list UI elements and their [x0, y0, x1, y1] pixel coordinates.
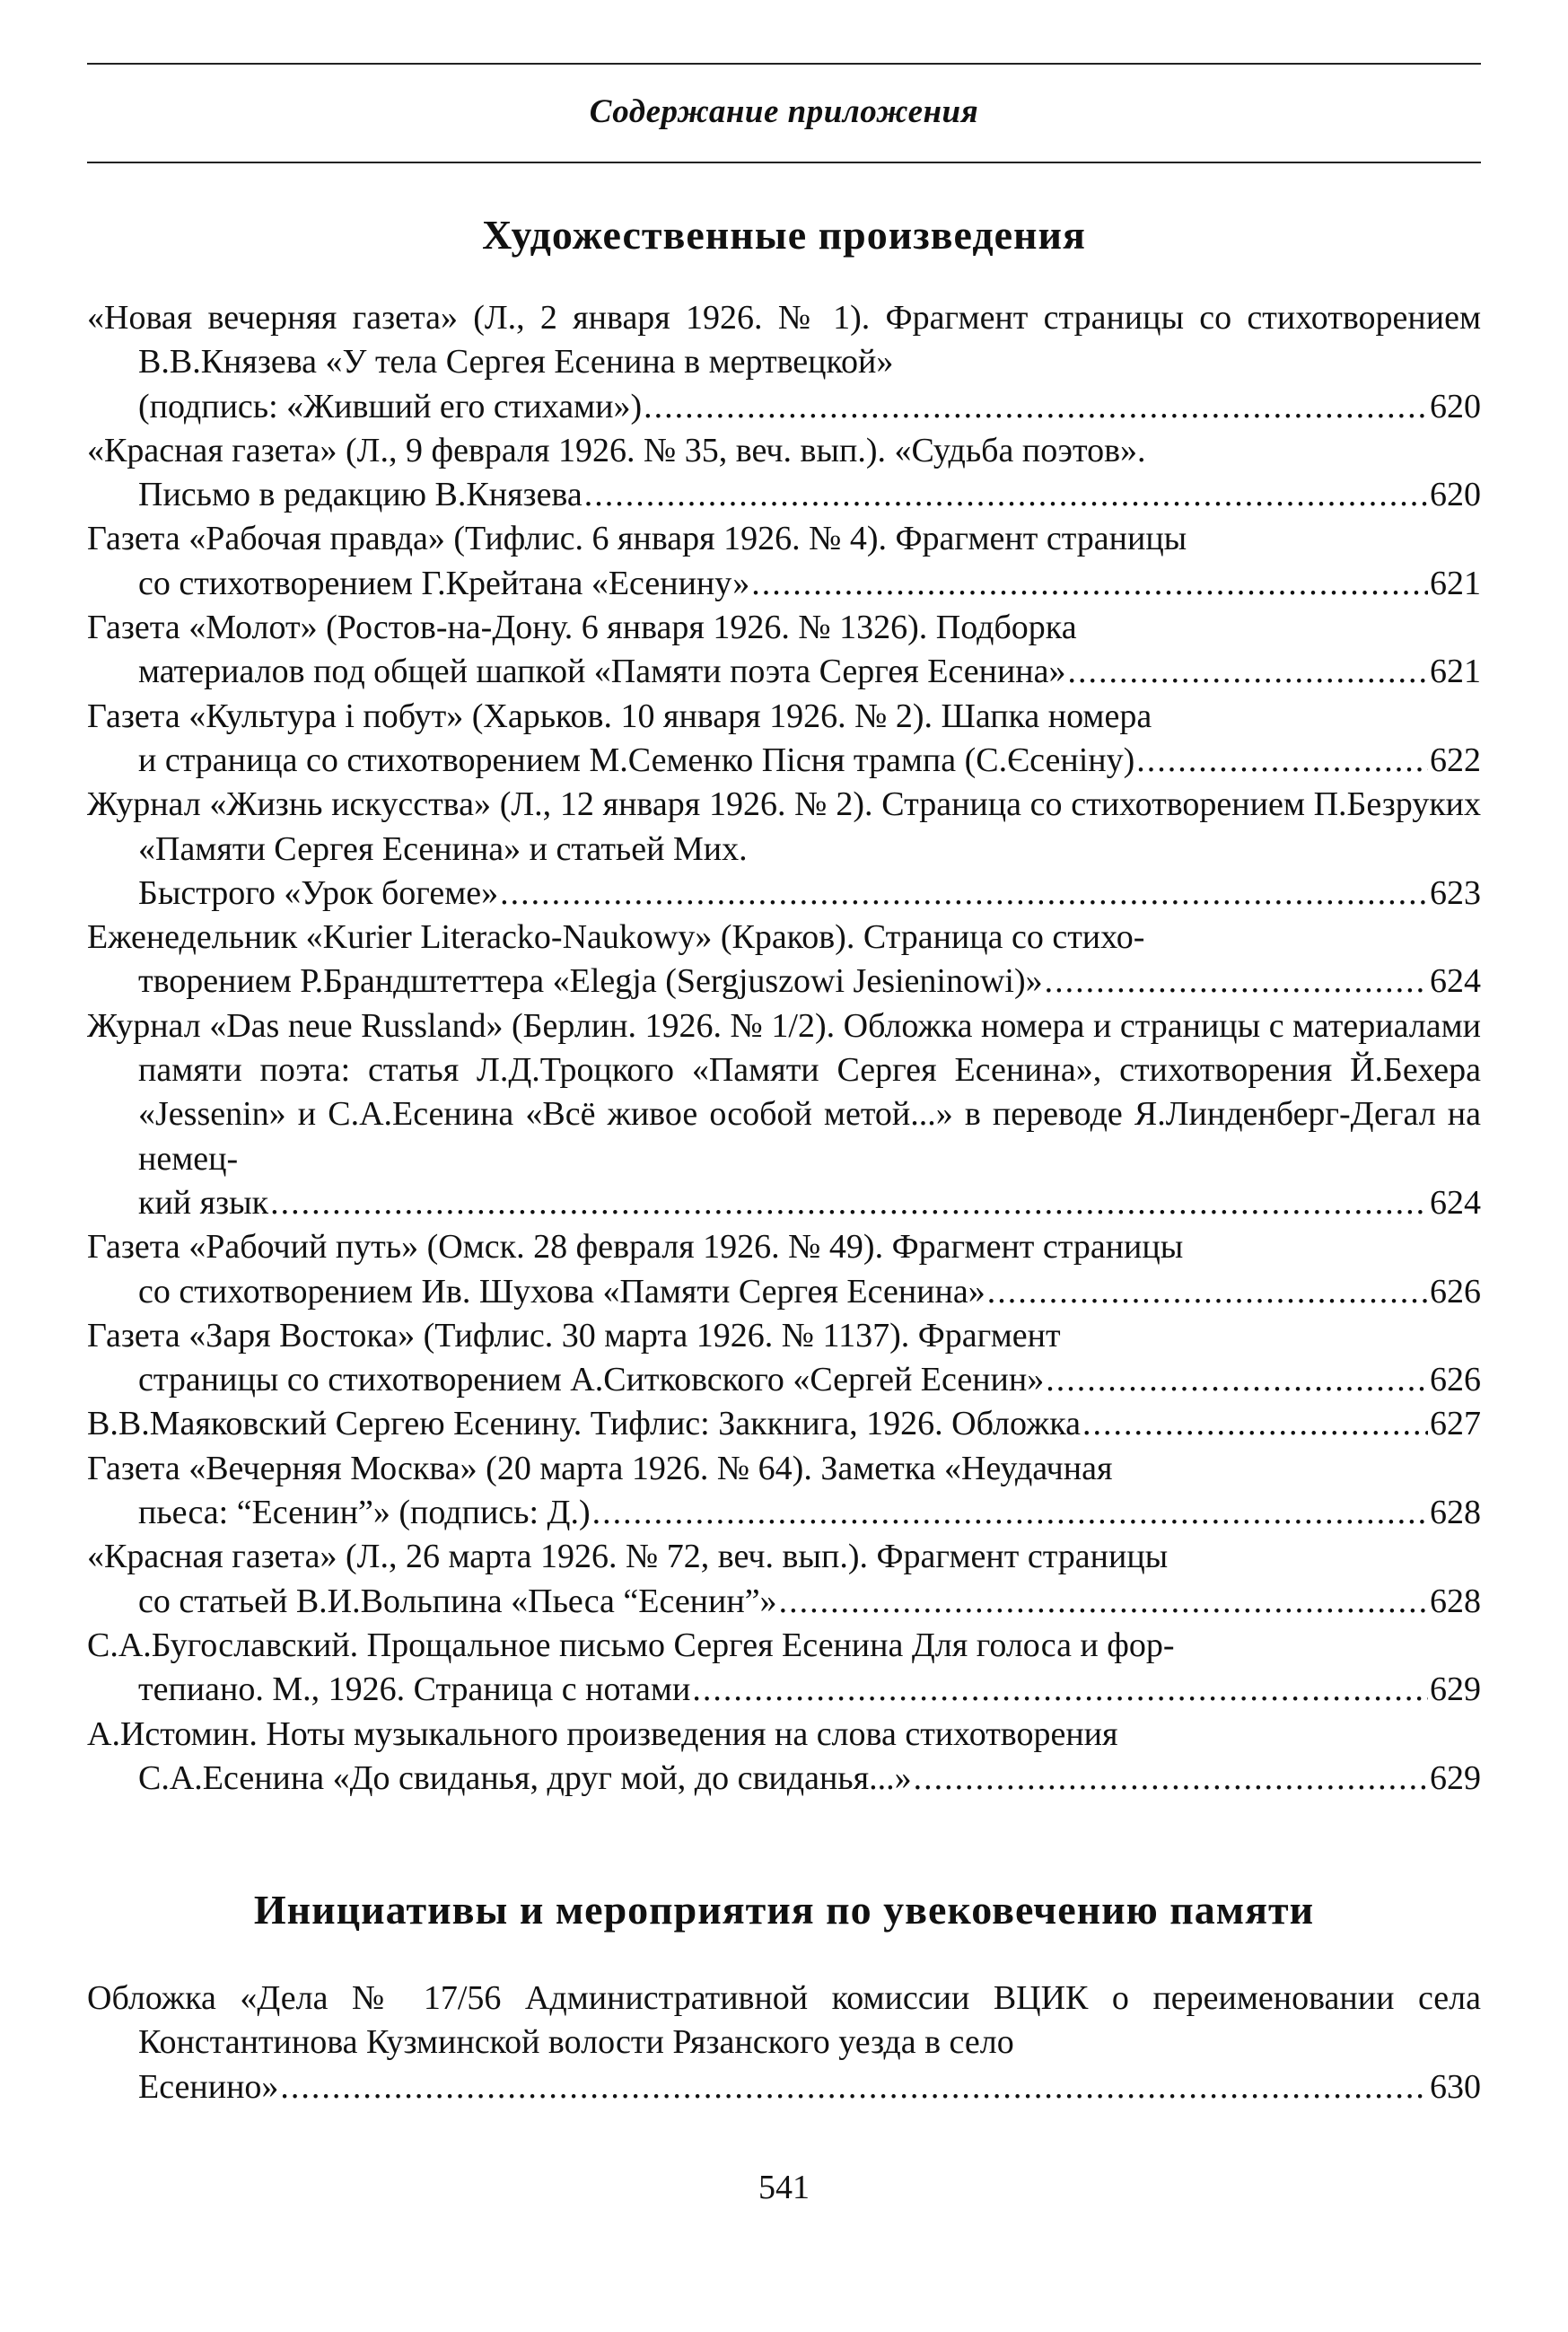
toc-entry-last-line: и страница со стихотворением М.Семенко Пісня трампа (С.Єсеніну) [138, 741, 1135, 779]
toc-entry-leader-line [138, 960, 1481, 1004]
toc-entry [87, 1225, 1481, 1314]
toc-entry [87, 517, 1481, 606]
toc-entry-text: Газета «Рабочая правда» (Тифлис. 6 января 1926. № 4). Фрагмент страницы [87, 520, 1187, 558]
toc-entry-page: 627 [1430, 1405, 1481, 1443]
dot-leader [584, 473, 1428, 517]
toc-entry-last-line: Быстрого «Урок богеме» [138, 873, 499, 912]
section-title-artworks: Художественные произведения [482, 212, 1086, 258]
toc-entry-text: Газета «Вечерняя Москва» (20 марта 1926. № 64). Заметка «Неудачная [87, 1449, 1113, 1487]
toc-entry-leader-line [138, 385, 1481, 429]
toc-entry-leader-line [138, 1181, 1481, 1225]
toc-entry-last-line: С.А.Есенина «До свиданья, друг мой, до свиданья...» [138, 1758, 912, 1797]
dot-leader [779, 1580, 1428, 1624]
running-head: Содержание приложения [589, 93, 979, 130]
contents-page [87, 63, 1481, 2109]
toc-entry-page: 620 [1430, 476, 1481, 514]
toc-entry-leader-line [138, 1580, 1481, 1624]
toc-entry-last-line: Есенино» [138, 2067, 279, 2106]
toc-entry-page: 629 [1430, 1670, 1481, 1709]
header-rule [87, 162, 1481, 163]
toc-entry [87, 1447, 1481, 1536]
toc-entry-page: 621 [1430, 653, 1481, 691]
toc-entry-text: «Красная газета» (Л., 9 февраля 1926. № 35, веч. вып.). «Судьба поэтов». [87, 431, 1146, 469]
dot-leader [692, 1668, 1428, 1712]
dot-leader [280, 2065, 1428, 2109]
toc-entry-last-line: Письмо в редакцию В.Князева [138, 476, 583, 514]
toc-entry-leader-line [138, 1668, 1481, 1712]
toc-entry-leader-line [138, 1358, 1481, 1402]
dot-leader [1136, 739, 1428, 783]
page-number: 541 [758, 2169, 810, 2206]
toc-entry-leader-line [138, 2065, 1481, 2109]
toc-entry-text: Журнал «Das neue Russland» (Берлин. 1926. № 1/2). Обложка номера и страницы с материалами памяти поэта: статья Л.Д.Троцкого «Памяти Сергея Есенина», стихотворения Й.Бехера «Jessenin» и С.А.Есенина «Всё живое особой метой...» в переводе Я.Линденберг-Дегал на немец- [87, 1006, 1481, 1178]
toc-entry-page: 621 [1430, 564, 1481, 602]
toc-entry [87, 606, 1481, 695]
toc-entry-text: «Красная газета» (Л., 26 марта 1926. № 72, веч. вып.). Фрагмент страницы [87, 1538, 1169, 1576]
section-title-memorial-initiatives: Инициативы и мероприятия по увековечению памяти [253, 1887, 1315, 1933]
dot-leader [914, 1757, 1428, 1801]
dot-leader [270, 1181, 1428, 1225]
toc-entry [87, 429, 1481, 518]
toc-entry-last-line: материалов под общей шапкой «Памяти поэта Сергея Есенина» [138, 653, 1066, 691]
toc-entry-leader-line [138, 1757, 1481, 1801]
toc-entry-leader-line [138, 650, 1481, 694]
dot-leader [1045, 960, 1428, 1004]
toc-entry-leader-line [87, 1402, 1481, 1446]
toc-entry-text: Газета «Заря Востока» (Тифлис. 30 марта 1926. № 1137). Фрагмент [87, 1316, 1061, 1354]
toc-entry [87, 1624, 1481, 1713]
dot-leader [1082, 1402, 1428, 1446]
toc-entry [87, 695, 1481, 784]
toc-entry-leader-line [138, 739, 1481, 783]
toc-entry [87, 1004, 1481, 1225]
toc-entry-page: 620 [1430, 387, 1481, 425]
toc-entry-last-line: пьеса: “Есенин”» (подпись: Д.) [138, 1494, 591, 1532]
toc-entry [87, 916, 1481, 1004]
toc-entry [87, 783, 1481, 916]
toc-entry [87, 1314, 1481, 1403]
toc-entry-page: 624 [1430, 962, 1481, 1001]
toc-entry-leader-line [138, 562, 1481, 606]
toc-entry-page: 622 [1430, 741, 1481, 779]
toc-entry-last-line: со стихотворением Ив. Шухова «Памяти Сергея Есенина» [138, 1272, 985, 1311]
toc-entry-page: 626 [1430, 1361, 1481, 1399]
section-artworks [87, 296, 1481, 1801]
dot-leader [592, 1491, 1428, 1535]
toc-entry [87, 1535, 1481, 1624]
toc-entry-text: Журнал «Жизнь искусства» (Л., 12 января 1926. № 2). Страница со стихотворением П.Безруких «Памяти Сергея Есенина» и статьей Мих. [87, 785, 1481, 868]
toc-entry-leader-line [138, 1270, 1481, 1314]
toc-entry-text: А.Истомин. Ноты музыкального произведения на слова стихотворения [87, 1714, 1118, 1753]
toc-entry-last-line: тепиано. М., 1926. Страница с нотами [138, 1670, 691, 1709]
toc-entry-page: 629 [1430, 1758, 1481, 1797]
toc-entry-last-line: кий язык [138, 1183, 269, 1222]
toc-entry-page: 626 [1430, 1272, 1481, 1311]
toc-entry-leader-line [138, 1491, 1481, 1535]
toc-entry-page: 630 [1430, 2067, 1481, 2106]
dot-leader [1068, 650, 1429, 694]
toc-entry-text: Еженедельник «Kurier Literacko-Naukowy» (Краков). Страница со стихо- [87, 918, 1145, 957]
section-memorial-initiatives [87, 1977, 1481, 2109]
dot-leader [644, 385, 1428, 429]
toc-entry-page: 628 [1430, 1494, 1481, 1532]
toc-entry-last-line: (подпись: «Живший его стихами») [138, 387, 643, 425]
toc-entry-page: 623 [1430, 873, 1481, 912]
toc-entry-text: Обложка «Дела № 17/56 Административной комиссии ВЦИК о переименовании села Константинова Кузминской волости Рязанского уезда в село [87, 1979, 1481, 2062]
toc-entry-last-line: со стихотворением Г.Крейтана «Есенину» [138, 564, 750, 602]
toc-entry-last-line: В.В.Маяковский Сергею Есенину. Тифлис: Заккнига, 1926. Обложка [87, 1405, 1082, 1443]
dot-leader [1046, 1358, 1428, 1402]
toc-entry-text: Газета «Рабочий путь» (Омск. 28 февраля 1926. № 49). Фрагмент страницы [87, 1228, 1184, 1267]
toc-entry-text: «Новая вечерняя газета» (Л., 2 января 1926. № 1). Фрагмент страницы со стихотворением В.В.Князева «У тела Сергея Есенина в мертвецкой» [87, 299, 1481, 381]
toc-entry-text: Газета «Молот» (Ростов-на-Дону. 6 января 1926. № 1326). Подборка [87, 609, 1077, 647]
toc-entry-leader-line [138, 872, 1481, 916]
toc-entry [87, 1977, 1481, 2109]
toc-entry-leader-line [138, 473, 1481, 517]
toc-entry-last-line: страницы со стихотворением А.Ситковского «Сергей Есенин» [138, 1361, 1045, 1399]
toc-entry-page: 624 [1430, 1183, 1481, 1222]
toc-entry-last-line: со статьей В.И.Вольпина «Пьеса “Есенин”» [138, 1582, 777, 1620]
toc-entry [87, 1713, 1481, 1802]
toc-entry-text: Газета «Культура і побут» (Харьков. 10 января 1926. № 2). Шапка номера [87, 697, 1152, 735]
dot-leader [500, 872, 1428, 916]
dot-leader [751, 562, 1428, 606]
dot-leader [987, 1270, 1428, 1314]
toc-entry-text: С.А.Бугославский. Прощальное письмо Сергея Есенина Для голоса и фор- [87, 1626, 1175, 1664]
toc-entry-last-line: творением Р.Брандштеттера «Elegja (Sergjuszowi Jesieninowi)» [138, 962, 1043, 1001]
toc-entry [87, 1402, 1481, 1446]
toc-entry [87, 296, 1481, 429]
toc-entry-page: 628 [1430, 1582, 1481, 1620]
